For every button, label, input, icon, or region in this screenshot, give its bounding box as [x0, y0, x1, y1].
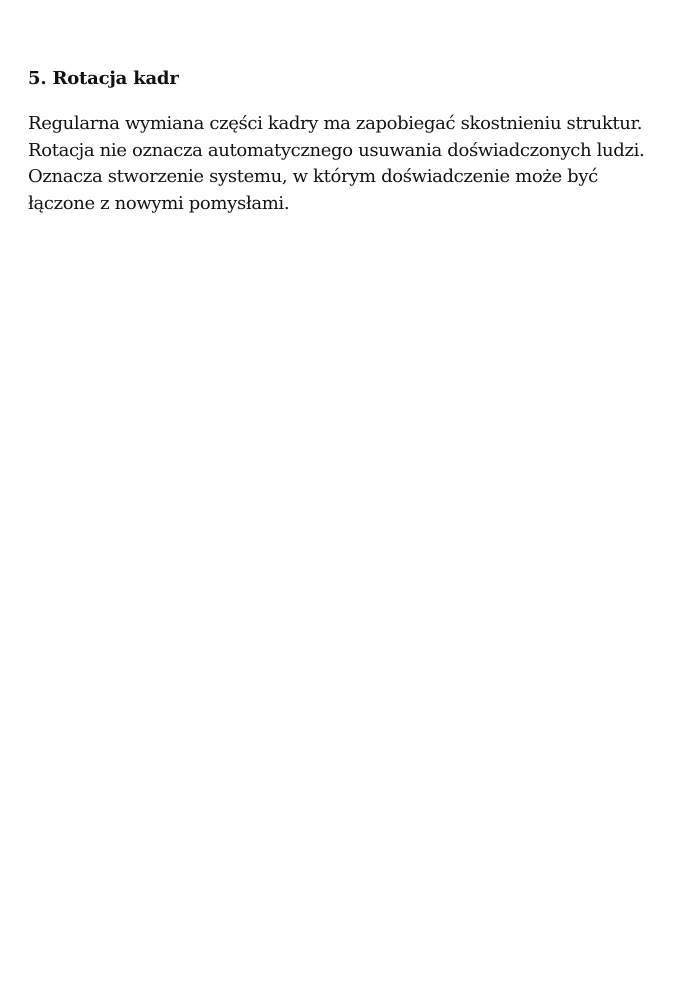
- paragraph-line: Oznacza stworzenie systemu, w którym doświadczenie może być: [28, 166, 598, 187]
- paragraph-line: Regularna wymiana części kadry ma zapobiegać skostnieniu struktur.: [28, 113, 643, 134]
- section-heading: 5. Rotacja kadr: [28, 68, 179, 89]
- section-paragraph: [28, 111, 678, 217]
- paragraph-line: Rotacja nie oznacza automatycznego usuwania doświadczonych ludzi.: [28, 139, 645, 161]
- section-rotacja-kadr: [28, 66, 678, 217]
- paragraph-line: łączone z nowymi pomysłami.: [28, 192, 290, 214]
